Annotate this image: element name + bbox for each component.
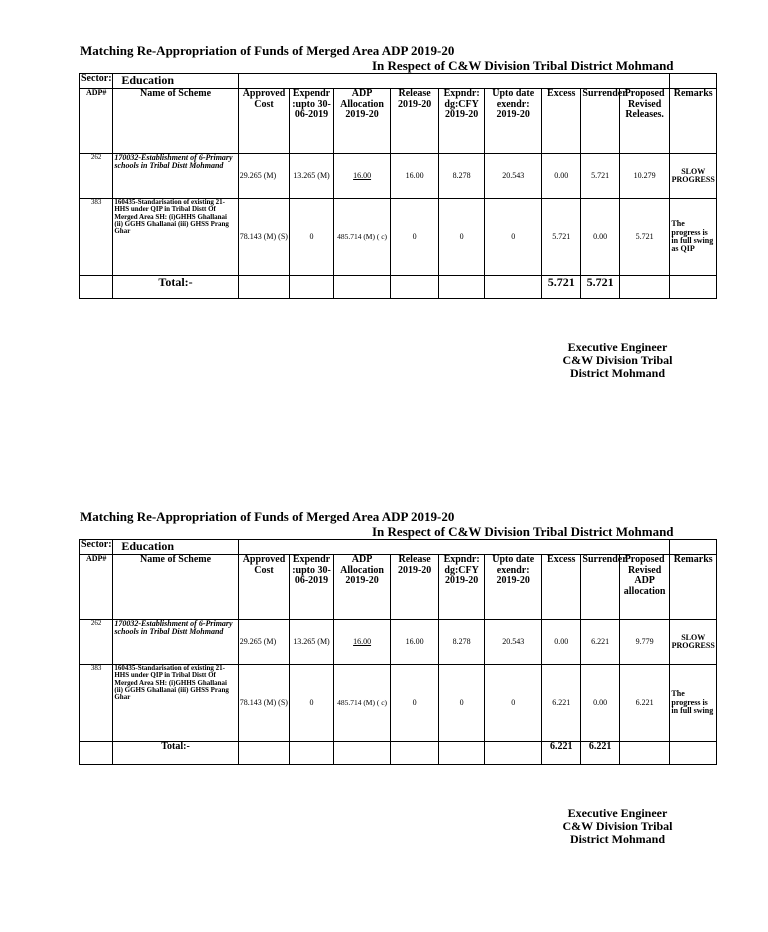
approved-cost: 78.143 (M) (S) bbox=[238, 199, 290, 276]
proposed: 5.721 bbox=[619, 199, 670, 276]
release: 16.00 bbox=[391, 154, 439, 199]
header-scheme: Name of Scheme bbox=[113, 555, 238, 620]
header-approved-cost: Approved Cost bbox=[238, 89, 290, 154]
approved-cost: 78.143 (M) (S) bbox=[238, 665, 290, 742]
header-proposed: Proposed Revised Releases. bbox=[619, 89, 670, 154]
signature-line: District Mohmand bbox=[570, 832, 665, 847]
total-surrender: 6.221 bbox=[581, 742, 619, 765]
release: 0 bbox=[391, 199, 439, 276]
upto-date: 0 bbox=[485, 199, 542, 276]
proposed: 9.779 bbox=[619, 620, 670, 665]
excess: 6.221 bbox=[542, 665, 581, 742]
approved-cost: 29.265 (M) bbox=[238, 154, 290, 199]
report-title: Matching Re-Appropriation of Funds of Merged Area ADP 2019-20 bbox=[80, 509, 455, 524]
sector-name: Education bbox=[113, 540, 238, 555]
scheme-name: 160435-Standarisation of existing 21-HHS under QIP in Tribal Distt Of Merged Area SH: (i)GHHS Ghallanai (ii) GGHS Ghallanai (iii) GHSS Prang Ghar bbox=[113, 199, 238, 276]
signature-line: C&W Division Tribal bbox=[562, 819, 673, 834]
release: 16.00 bbox=[391, 620, 439, 665]
surrender: 5.721 bbox=[581, 154, 619, 199]
scheme-name: 170032-Establishment of 6-Primary schools in Tribal Distt Mohmand bbox=[113, 154, 238, 199]
adp-number: 383 bbox=[80, 199, 113, 276]
scheme-name: 160435-Standarisation of existing 21-HHS under QIP in Tribal Distt Of Merged Area SH: (i)GHHS Ghallanai (ii) GGHS Ghallanai (iii) GHSS Prang Ghar bbox=[113, 665, 238, 742]
total-row bbox=[80, 742, 717, 765]
total-excess: 5.721 bbox=[542, 276, 581, 299]
adp-number: 262 bbox=[80, 154, 113, 199]
adp-allocation: 485.714 (M) ( c) bbox=[333, 199, 391, 276]
sector-name: Education bbox=[113, 74, 238, 89]
sector-label: Sector: bbox=[80, 74, 113, 89]
header-expenditure: Expendr :upto 30-06-2019 bbox=[290, 555, 333, 620]
signature-line: C&W Division Tribal bbox=[562, 353, 673, 368]
table-row bbox=[80, 620, 717, 665]
surrender: 0.00 bbox=[581, 199, 619, 276]
adp-allocation: 485.714 (M) ( c) bbox=[333, 665, 391, 742]
header-remarks: Remarks bbox=[670, 555, 717, 620]
release: 0 bbox=[391, 665, 439, 742]
sector-label: Sector: bbox=[80, 540, 113, 555]
remarks: SLOW PROGRESS bbox=[670, 154, 717, 199]
header-scheme: Name of Scheme bbox=[113, 89, 238, 154]
upto-date: 20.543 bbox=[485, 620, 542, 665]
remarks: SLOW PROGRESS bbox=[670, 620, 717, 665]
header-remarks: Remarks bbox=[670, 89, 717, 154]
header-release: Release 2019-20 bbox=[391, 89, 439, 154]
header-adp: ADP# bbox=[80, 89, 113, 154]
header-surrender: Surrender bbox=[581, 555, 619, 620]
header-excess: Excess bbox=[542, 89, 581, 154]
upto-date: 20.543 bbox=[485, 154, 542, 199]
surrender: 0.00 bbox=[581, 665, 619, 742]
expenditure: 13.265 (M) bbox=[290, 154, 333, 199]
header-release: Release 2019-20 bbox=[391, 555, 439, 620]
signature-block bbox=[545, 341, 690, 381]
table-row bbox=[80, 154, 717, 199]
report-subtitle: In Respect of C&W Division Tribal District Mohmand bbox=[372, 524, 674, 539]
header-expenditure-cfy: Expndr: dg:CFY 2019-20 bbox=[438, 555, 485, 620]
expenditure: 0 bbox=[290, 665, 333, 742]
expenditure-cfy: 8.278 bbox=[438, 620, 485, 665]
signature-line: District Mohmand bbox=[570, 366, 665, 381]
surrender: 6.221 bbox=[581, 620, 619, 665]
approved-cost: 29.265 (M) bbox=[238, 620, 290, 665]
adp-allocation: 16.00 bbox=[333, 154, 391, 199]
expenditure-cfy: 8.278 bbox=[438, 154, 485, 199]
excess: 0.00 bbox=[542, 154, 581, 199]
report-subtitle: In Respect of C&W Division Tribal District Mohmand bbox=[372, 58, 674, 73]
adp-allocation: 16.00 bbox=[333, 620, 391, 665]
header-upto-date: Upto date exendr: 2019-20 bbox=[485, 89, 542, 154]
proposed: 6.221 bbox=[619, 665, 670, 742]
upto-date: 0 bbox=[485, 665, 542, 742]
header-upto-date: Upto date exendr: 2019-20 bbox=[485, 555, 542, 620]
excess: 5.721 bbox=[542, 199, 581, 276]
header-expenditure-cfy: Expndr: dg:CFY 2019-20 bbox=[438, 89, 485, 154]
excess: 0.00 bbox=[542, 620, 581, 665]
signature-line: Executive Engineer bbox=[567, 806, 668, 820]
total-label: Total:- bbox=[113, 276, 238, 299]
total-excess: 6.221 bbox=[542, 742, 581, 765]
header-expenditure: Expendr :upto 30-06-2019 bbox=[290, 89, 333, 154]
appropriation-table bbox=[79, 73, 717, 299]
header-approved-cost: Approved Cost bbox=[238, 555, 290, 620]
table-row bbox=[80, 665, 717, 742]
expenditure: 0 bbox=[290, 199, 333, 276]
header-row bbox=[80, 555, 717, 620]
header-surrender: Surrender bbox=[581, 89, 619, 154]
signature-line: Executive Engineer bbox=[567, 340, 668, 354]
adp-number: 262 bbox=[80, 620, 113, 665]
remarks: The progress is in full swing as QIP bbox=[670, 199, 717, 276]
sector-row bbox=[80, 74, 717, 89]
appropriation-table bbox=[79, 539, 717, 765]
total-row bbox=[80, 276, 717, 299]
header-adp-allocation: ADP Allocation 2019-20 bbox=[333, 555, 391, 620]
report-title: Matching Re-Appropriation of Funds of Merged Area ADP 2019-20 bbox=[80, 43, 455, 58]
expenditure-cfy: 0 bbox=[438, 199, 485, 276]
remarks: The progress is in full swing bbox=[670, 665, 717, 742]
scheme-name: 170032-Establishment of 6-Primary schools in Tribal Distt Mohmand bbox=[113, 620, 238, 665]
header-excess: Excess bbox=[542, 555, 581, 620]
total-label: Total:- bbox=[113, 742, 238, 765]
adp-number: 383 bbox=[80, 665, 113, 742]
expenditure: 13.265 (M) bbox=[290, 620, 333, 665]
header-adp-allocation: ADP Allocation 2019-20 bbox=[333, 89, 391, 154]
table-row bbox=[80, 199, 717, 276]
header-proposed: Proposed Revised ADP allocation bbox=[619, 555, 670, 620]
signature-block bbox=[545, 807, 690, 847]
proposed: 10.279 bbox=[619, 154, 670, 199]
sector-row bbox=[80, 540, 717, 555]
total-surrender: 5.721 bbox=[581, 276, 619, 299]
header-row bbox=[80, 89, 717, 154]
expenditure-cfy: 0 bbox=[438, 665, 485, 742]
header-adp: ADP# bbox=[80, 555, 113, 620]
